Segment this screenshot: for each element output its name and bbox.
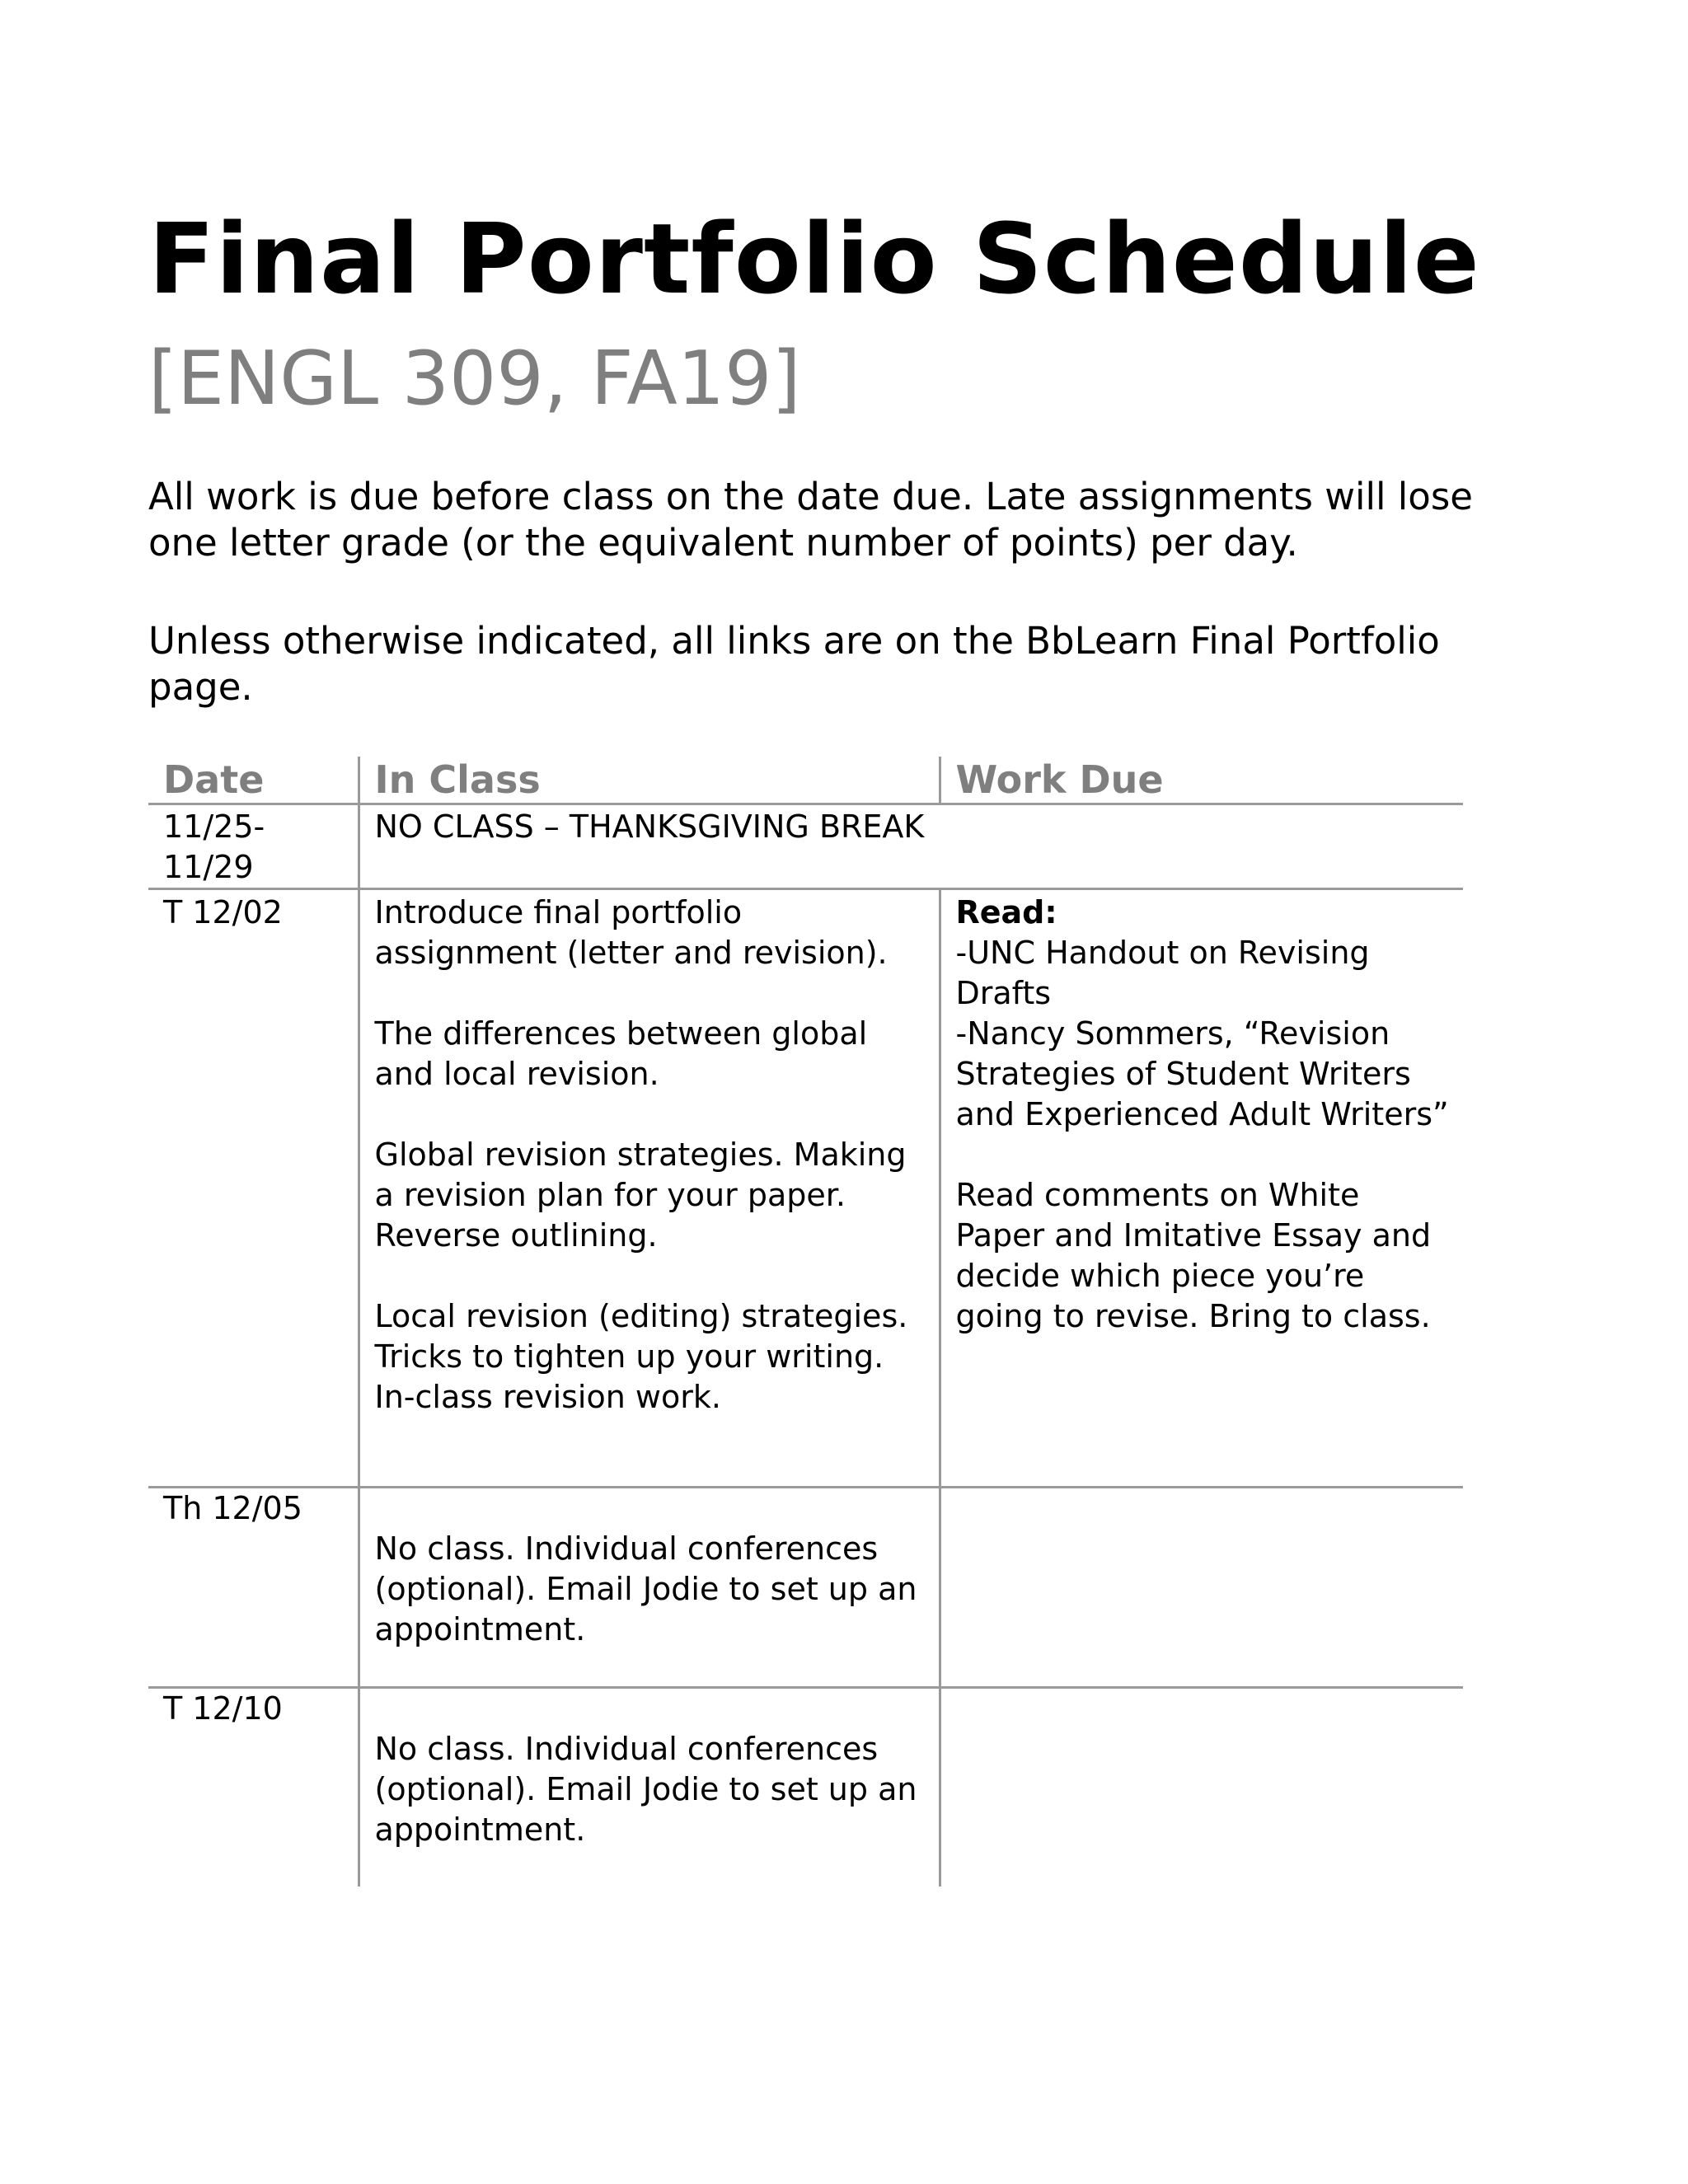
links-note-paragraph: Unless otherwise indicated, all links are on the BbLearn Final Portfolio page. [148,619,1440,709]
in-class-text: Introduce final portfolio assignment (letter and revision). [374,894,888,971]
in-class-cell [359,889,940,1488]
table-header-row [148,757,1463,804]
work-due-note: Read comments on White Paper and Imitative Essay and decide which piece you’re going to revise. Bring to class. [955,1177,1432,1334]
in-class-cell [359,1688,940,1887]
column-header-date: Date [148,757,359,804]
course-subtitle: [ENGL 309, FA19] [148,335,801,422]
work-due-cell [940,1488,1463,1688]
table-row [148,1488,1463,1688]
page-title: Final Portfolio Schedule [148,202,1480,316]
in-class-text: No class. Individual conferences (optional). Email Jodie to set up an appointment. [374,1731,917,1848]
in-class-cell: NO CLASS – THANKSGIVING BREAK [359,804,1463,889]
date-cell: Th 12/05 [148,1488,359,1688]
in-class-text: Local revision (editing) strategies. Tricks to tighten up your writing. In-class revision work. [374,1298,908,1415]
late-policy-paragraph: All work is due before class on the date due. Late assignments will lose one letter grade (or the equivalent number of points) per day. [148,475,1473,565]
in-class-text: The differences between global and local revision. [374,1015,868,1092]
reading-item: -UNC Handout on Revising Drafts [955,935,1370,1011]
table-row [148,804,1463,889]
table-row [148,1688,1463,1887]
work-due-cell [940,1688,1463,1887]
table-row [148,889,1463,1488]
column-header-work-due: Work Due [940,757,1463,804]
in-class-text: Global revision strategies. Making a revision plan for your paper. Reverse outlining. [374,1137,907,1254]
read-heading: Read: [955,894,1057,930]
work-due-cell [940,889,1463,1488]
schedule-table [148,757,1463,1886]
reading-item: -Nancy Sommers, “Revision Strategies of Student Writers and Experienced Adult Writers” [955,1015,1449,1132]
column-header-in-class: In Class [359,757,940,804]
date-cell: T 12/02 [148,889,359,1488]
in-class-cell [359,1488,940,1688]
date-cell: 11/25-11/29 [148,804,359,889]
date-cell: T 12/10 [163,1690,283,1727]
in-class-text: No class. Individual conferences (optional). Email Jodie to set up an appointment. [374,1530,917,1647]
